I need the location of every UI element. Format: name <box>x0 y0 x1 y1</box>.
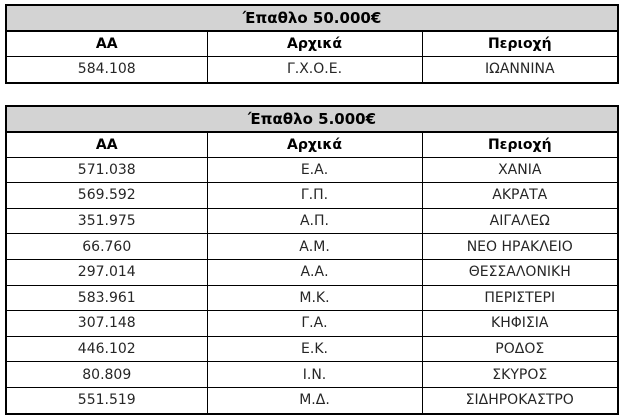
table-row <box>6 208 618 234</box>
table-body <box>6 157 618 413</box>
cell-initials: Α.Π. <box>207 208 422 234</box>
prize-table-50000 <box>5 4 619 84</box>
table-row <box>6 311 618 337</box>
cell-aa: 307.148 <box>6 311 207 337</box>
table-title-row <box>6 5 618 31</box>
cell-aa: 569.592 <box>6 183 207 209</box>
table-row <box>6 234 618 260</box>
cell-initials: Γ.Χ.Ο.Ε. <box>207 57 422 83</box>
column-header-region: Περιοχή <box>422 132 618 158</box>
cell-initials: Α.Α. <box>207 259 422 285</box>
cell-region: ΑΙΓΑΛΕΩ <box>422 208 618 234</box>
cell-aa: 80.809 <box>6 362 207 388</box>
cell-region: ΡΟΔΟΣ <box>422 336 618 362</box>
column-header-initials: Αρχικά <box>207 132 422 158</box>
table-row <box>6 157 618 183</box>
table-title: Έπαθλο 50.000€ <box>6 5 618 31</box>
cell-aa: 571.038 <box>6 157 207 183</box>
table-row <box>6 362 618 388</box>
table-row <box>6 336 618 362</box>
column-header-region: Περιοχή <box>422 31 618 57</box>
prize-table-5000 <box>5 105 619 415</box>
cell-initials: Γ.Π. <box>207 183 422 209</box>
cell-initials: Ε.Α. <box>207 157 422 183</box>
cell-region: ΙΩΑΝΝΙΝΑ <box>422 57 618 83</box>
table-header-row <box>6 132 618 158</box>
cell-initials: Μ.Κ. <box>207 285 422 311</box>
cell-initials: Μ.Δ. <box>207 387 422 413</box>
column-header-initials: Αρχικά <box>207 31 422 57</box>
table-title: Έπαθλο 5.000€ <box>6 106 618 132</box>
cell-aa: 351.975 <box>6 208 207 234</box>
cell-region: ΑΚΡΑΤΑ <box>422 183 618 209</box>
column-header-aa: ΑΑ <box>6 132 207 158</box>
column-header-aa: ΑΑ <box>6 31 207 57</box>
cell-region: ΚΗΦΙΣΙΑ <box>422 311 618 337</box>
cell-region: ΠΕΡΙΣΤΕΡΙ <box>422 285 618 311</box>
cell-aa: 584.108 <box>6 57 207 83</box>
table-body <box>6 57 618 83</box>
cell-initials: Γ.Α. <box>207 311 422 337</box>
cell-region: ΘΕΣΣΑΛΟΝΙΚΗ <box>422 259 618 285</box>
cell-aa: 551.519 <box>6 387 207 413</box>
table-row <box>6 387 618 413</box>
cell-region: ΣΚΥΡΟΣ <box>422 362 618 388</box>
table-row <box>6 259 618 285</box>
cell-region: ΝΕΟ ΗΡΑΚΛΕΙΟ <box>422 234 618 260</box>
cell-initials: Α.Μ. <box>207 234 422 260</box>
cell-region: ΣΙΔΗΡΟΚΑΣΤΡΟ <box>422 387 618 413</box>
cell-initials: Ι.Ν. <box>207 362 422 388</box>
cell-initials: Ε.Κ. <box>207 336 422 362</box>
table-row <box>6 183 618 209</box>
table-title-row <box>6 106 618 132</box>
cell-aa: 446.102 <box>6 336 207 362</box>
cell-aa: 66.760 <box>6 234 207 260</box>
cell-aa: 297.014 <box>6 259 207 285</box>
table-row <box>6 285 618 311</box>
table-row <box>6 57 618 83</box>
cell-region: ΧΑΝΙΑ <box>422 157 618 183</box>
table-header-row <box>6 31 618 57</box>
cell-aa: 583.961 <box>6 285 207 311</box>
